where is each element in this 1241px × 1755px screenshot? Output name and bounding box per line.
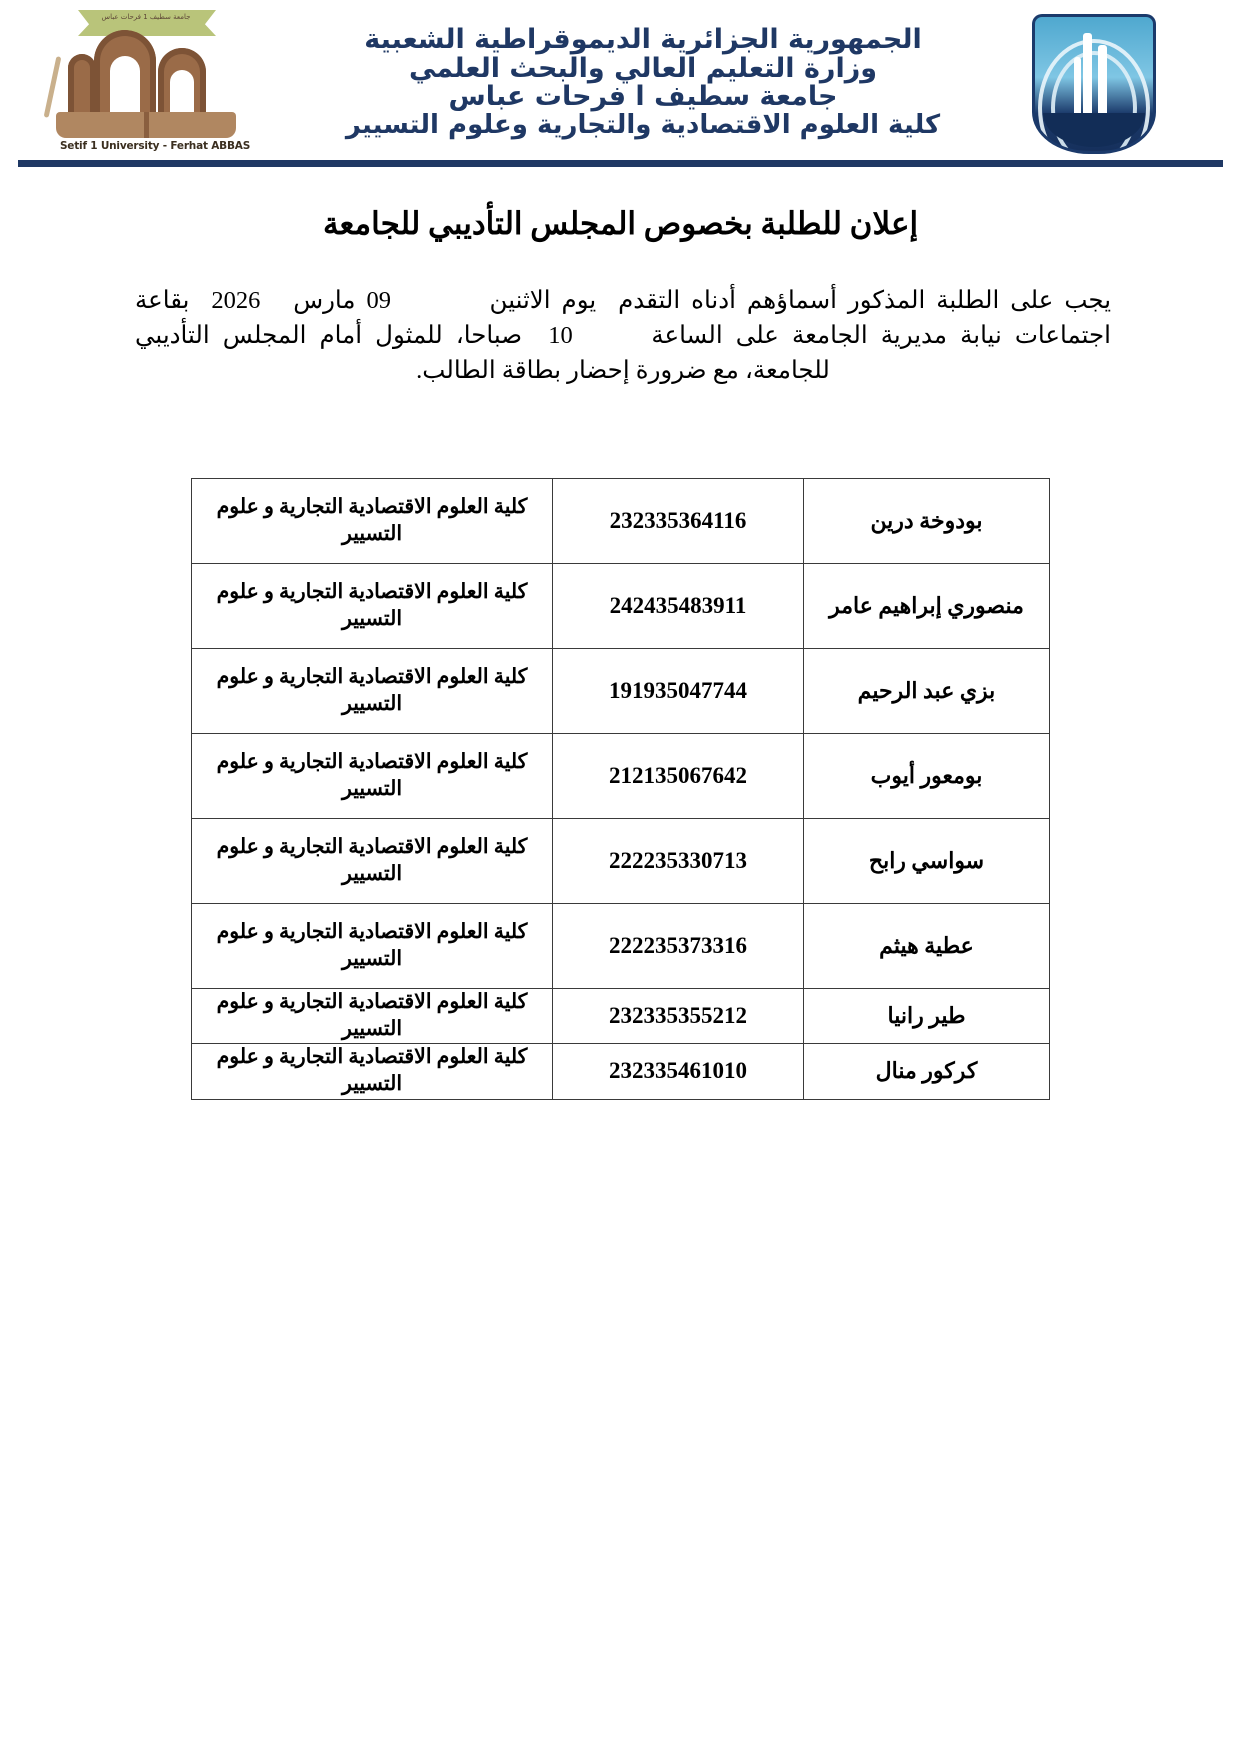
cell-student-name: كركور منال [804, 1044, 1050, 1099]
cell-registration-number: 191935047744 [553, 649, 804, 734]
cell-faculty: كلية العلوم الاقتصادية التجارية و علوم التسيير [192, 479, 553, 564]
cell-faculty: كلية العلوم الاقتصادية التجارية و علوم التسيير [192, 564, 553, 649]
university-emblem-logo [1016, 8, 1166, 158]
book-spine-shape [144, 112, 149, 138]
body-line-1: يجب على الطلبة المذكور أسماؤهم أدناه التقدم يوم الاثنين 09 مارس 2026 بقاعة [135, 287, 1112, 314]
table-row [192, 564, 1050, 649]
setif-university-logo [40, 0, 270, 152]
cell-student-name: بزي عبد الرحيم [804, 649, 1050, 734]
header-divider-rule [18, 160, 1223, 167]
body-line-2: اجتماعات نيابة مديرية الجامعة على الساعة 10 صباحا، للمثول أمام المجلس التأديبي [135, 321, 1111, 349]
document-letterhead [0, 0, 1241, 163]
students-table [191, 478, 1050, 1099]
heading-line-university: جامعة سطيف ا فرحات عباس [448, 81, 838, 113]
table-row [192, 1044, 1050, 1099]
cell-registration-number: 232335355212 [553, 989, 804, 1044]
cell-faculty: كلية العلوم الاقتصادية التجارية و علوم التسيير [192, 819, 553, 904]
cell-student-name: طير رانيا [804, 989, 1050, 1044]
table-row [192, 819, 1050, 904]
cell-faculty: كلية العلوم الاقتصادية التجارية و علوم التسيير [192, 904, 553, 989]
cell-faculty: كلية العلوم الاقتصادية التجارية و علوم التسيير [192, 649, 553, 734]
cell-student-name: منصوري إبراهيم عامر [804, 564, 1050, 649]
quill-icon [44, 56, 62, 118]
cell-student-name: بودوخة درين [804, 479, 1050, 564]
table-row [192, 904, 1050, 989]
body-line-3: للجامعة، مع ضرورة إحضار بطاقة الطالب. [416, 356, 830, 384]
table-row [192, 989, 1050, 1044]
emblem-shield-shape [1032, 14, 1156, 154]
students-table-container [0, 478, 1241, 1099]
cell-faculty: كلية العلوم الاقتصادية التجارية و علوم التسيير [192, 734, 553, 819]
heading-line-faculty: كلية العلوم الاقتصادية والتجارية وعلوم التسيير [345, 109, 941, 140]
cell-registration-number: 242435483911 [553, 564, 804, 649]
page-title: إعلان للطلبة بخصوص المجلس التأديبي للجامعة [322, 206, 919, 241]
cell-registration-number: 212135067642 [553, 734, 804, 819]
cell-registration-number: 222235330713 [553, 819, 804, 904]
logo-ribbon-text: جامعة سطيف 1 فرحات عباس [101, 13, 191, 21]
cell-student-name: بومعور أيوب [804, 734, 1050, 819]
heading-line-republic: الجمهورية الجزائرية الديموقراطية الشعبية [364, 24, 922, 55]
table-row [192, 649, 1050, 734]
cell-student-name: عطية هيثم [804, 904, 1050, 989]
cell-registration-number: 222235373316 [553, 904, 804, 989]
cell-faculty: كلية العلوم الاقتصادية التجارية و علوم التسيير [192, 989, 553, 1044]
cell-faculty: كلية العلوم الاقتصادية التجارية و علوم التسيير [192, 1044, 553, 1099]
table-row [192, 734, 1050, 819]
cell-student-name: سواسي رابح [804, 819, 1050, 904]
announcement-body [135, 284, 1111, 388]
cell-registration-number: 232335364116 [553, 479, 804, 564]
logo-caption: Setif 1 University - Ferhat ABBAS [59, 140, 251, 152]
emblem-minaret-icon [1098, 45, 1107, 123]
table-row [192, 479, 1050, 564]
ministry-heading-block [280, 0, 1006, 139]
students-table-body [192, 479, 1050, 1099]
cell-registration-number: 232335461010 [553, 1044, 804, 1099]
heading-line-ministry: وزارة التعليم العالي والبحث العلمي [408, 52, 878, 84]
emblem-minaret-icon [1083, 33, 1092, 125]
